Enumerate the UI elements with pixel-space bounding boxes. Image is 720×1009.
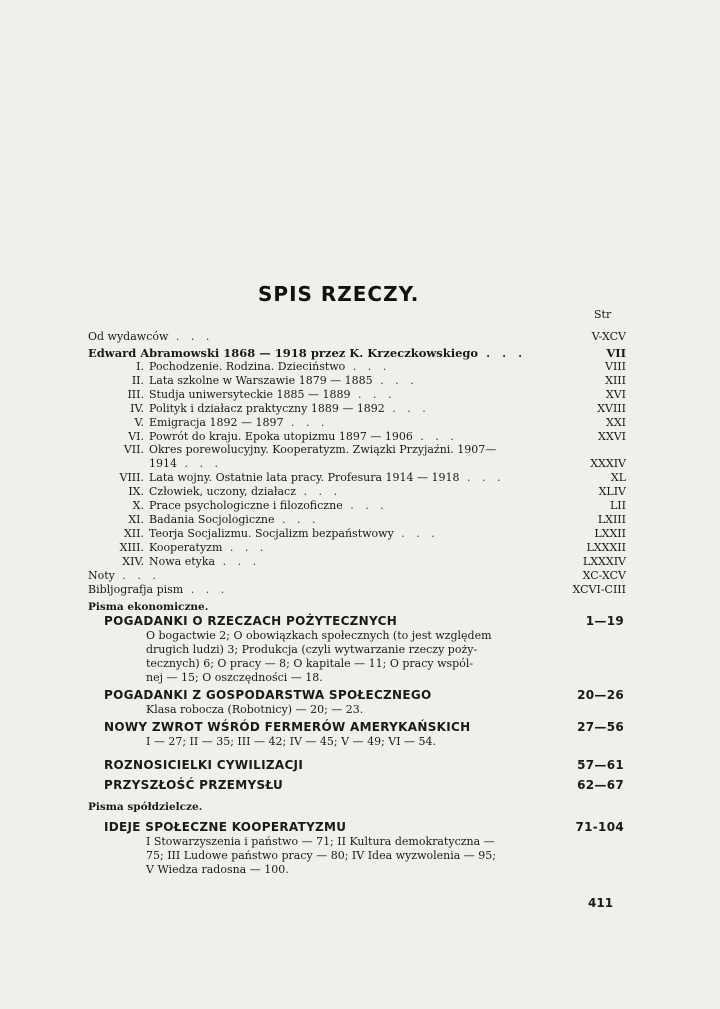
work-title: POGADANKI Z GOSPODARSTWA SPOŁECZNEGO <box>104 688 432 702</box>
entry-title: Studja uniwersyteckie 1885 — 1889 <box>149 388 351 401</box>
work-page: 71-104 <box>575 820 624 834</box>
work-page: 62—67 <box>577 778 624 792</box>
chapter-number: XII. <box>123 527 144 540</box>
work-page: 27—56 <box>577 720 624 734</box>
work-page: 57—61 <box>577 758 624 772</box>
page-title: SPIS RZECZY. <box>258 282 420 306</box>
dot-leader: . . . <box>274 513 320 526</box>
entry-page: VII <box>606 346 626 360</box>
dot-leader: . . . <box>478 346 527 360</box>
toc-row <box>88 443 626 457</box>
toc-row <box>88 527 626 541</box>
toc-row <box>88 416 626 430</box>
toc-row <box>88 330 626 344</box>
toc-row <box>88 600 626 614</box>
chapter-number: XIII. <box>119 541 144 554</box>
entry-page: XXVI <box>598 430 626 443</box>
contents-line: O bogactwie 2; O obowiązkach społecznych (to jest względem <box>146 629 492 642</box>
entry-page: LXXXIV <box>582 555 626 568</box>
chapter-number: III. <box>127 388 144 401</box>
entry-title: Powrót do kraju. Epoka utopizmu 1897 — 1906 <box>149 430 413 443</box>
toc-row <box>88 457 626 471</box>
work-contents <box>146 703 566 717</box>
chapter-number: IX. <box>128 485 144 498</box>
dot-leader: . . . <box>183 583 229 596</box>
contents-line: V Wiedza radosna — 100. <box>146 863 289 876</box>
entry-title: Polityk i działacz praktyczny 1889 — 1892 <box>149 402 385 415</box>
toc-row <box>88 499 626 513</box>
chapter-number: X. <box>132 499 144 512</box>
entry-title: Od wydawców <box>88 330 169 343</box>
entry-title: Prace psychologiczne i filozoficzne <box>149 499 343 512</box>
page-number: 411 <box>588 896 614 910</box>
work-contents <box>146 735 566 749</box>
work-title: POGADANKI O RZECZACH POŻYTECZNYCH <box>104 614 398 628</box>
toc-row <box>88 513 626 527</box>
section-heading: Pisma spółdzielcze. <box>88 801 203 813</box>
entry-page: VIII <box>605 360 626 373</box>
work-contents <box>146 629 566 685</box>
toc-row <box>88 402 626 416</box>
entry-page: LXXXII <box>586 541 626 554</box>
toc-row <box>104 688 624 702</box>
entry-page: LXXII <box>594 527 626 540</box>
work-title: PRZYSZŁOŚĆ PRZEMYSŁU <box>104 778 284 792</box>
entry-page: XLIV <box>598 485 626 498</box>
entry-page: LXIII <box>597 513 626 526</box>
contents-line: I — 27; II — 35; III — 42; IV — 45; V — 49; VI — 54. <box>146 735 437 748</box>
entry-title: Nowa etyka <box>149 555 216 568</box>
toc-row <box>88 569 626 583</box>
dot-leader: . . . <box>393 527 439 540</box>
toc-row <box>104 614 624 628</box>
contents-line: tecznych) 6; O pracy — 8; O kapitale — 11; O pracy wspól- <box>146 657 474 670</box>
chapter-number: VIII. <box>119 471 144 484</box>
toc-row <box>104 758 624 772</box>
entry-title: Kooperatyzm <box>149 541 223 554</box>
entry-title: Teorja Socjalizmu. Socjalizm bezpaństwowy <box>149 527 394 540</box>
work-title: ROZNOSICIELKI CYWILIZACJI <box>104 758 304 772</box>
entry-title: 1914 <box>149 457 177 470</box>
work-page: 20—26 <box>577 688 624 702</box>
toc-row <box>88 346 626 360</box>
work-page: 1—19 <box>585 614 624 628</box>
entry-page: XIII <box>605 374 626 387</box>
chapter-number: XIV. <box>122 555 144 568</box>
entry-title: Okres porewolucyjny. Kooperatyzm. Związki Przyjaźni. 1907— <box>149 443 497 456</box>
entry-title: Bibljografja pism <box>88 583 184 596</box>
entry-page: LII <box>610 499 626 512</box>
chapter-number: I. <box>136 360 144 373</box>
section-heading: Pisma ekonomiczne. <box>88 601 209 613</box>
toc-row <box>88 360 626 374</box>
dot-leader: . . . <box>384 402 430 415</box>
entry-page: XXXIV <box>590 457 626 470</box>
toc-row <box>88 555 626 569</box>
entry-title: Lata szkolne w Warszawie 1879 — 1885 <box>149 374 373 387</box>
dot-leader: . . . <box>459 471 505 484</box>
toc-row <box>88 388 626 402</box>
contents-line: Klasa robocza (Robotnicy) — 20; — 23. <box>146 703 364 716</box>
entry-page: XXI <box>605 416 626 429</box>
chapter-number: VII. <box>123 443 144 456</box>
chapter-number: II. <box>131 374 144 387</box>
work-title: IDEJE SPOŁECZNE KOOPERATYZMU <box>104 820 347 834</box>
work-contents <box>146 835 566 877</box>
chapter-number: V. <box>134 416 144 429</box>
toc-row <box>88 471 626 485</box>
dot-leader: . . . <box>114 569 160 582</box>
dot-leader: . . . <box>296 485 341 498</box>
entry-page: XCVI-CIII <box>572 583 626 596</box>
chapter-number: XI. <box>128 513 144 526</box>
entry-page: XVI <box>605 388 626 401</box>
entry-title: Edward Abramowski 1868 — 1918 przez K. Krzeczkowskiego <box>88 346 479 360</box>
toc-row <box>104 778 624 792</box>
toc-row <box>104 820 624 834</box>
chapter-number: VI. <box>128 430 144 443</box>
dot-leader: . . . <box>345 360 391 373</box>
dot-leader: . . . <box>350 388 396 401</box>
contents-line: I Stowarzyszenia i państwo — 71; II Kultura demokratyczna — <box>146 835 495 848</box>
dot-leader: . . . <box>342 499 388 512</box>
entry-page: XVIII <box>597 402 626 415</box>
dot-leader: . . . <box>215 555 261 568</box>
dot-leader: . . . <box>168 330 214 343</box>
work-title: NOWY ZWROT WŚRÓD FERMERÓW AMERYKAŃSKICH <box>104 720 471 734</box>
dot-leader: . . . <box>372 374 418 387</box>
entry-title: Człowiek, uczony, działacz <box>149 485 296 498</box>
toc-row <box>88 485 626 499</box>
dot-leader: . . . <box>177 457 222 470</box>
page-column-header: Str <box>594 308 612 321</box>
toc-row <box>88 800 626 814</box>
toc-row <box>88 374 626 388</box>
contents-line: 75; III Ludowe państwo pracy — 80; IV Idea wyzwolenia — 95; <box>146 849 497 862</box>
entry-title: Noty <box>88 569 115 582</box>
entry-page: V-XCV <box>591 330 626 343</box>
dot-leader: . . . <box>222 541 268 554</box>
toc-row <box>104 720 624 734</box>
chapter-number: IV. <box>130 402 144 415</box>
toc-row <box>88 583 626 597</box>
entry-title: Badania Socjologiczne <box>149 513 275 526</box>
contents-line: drugich ludzi) 3; Produkcja (czyli wytwarzanie rzeczy poży- <box>146 643 478 656</box>
entry-page: XL <box>610 471 626 484</box>
entry-title: Emigracja 1892 — 1897 <box>149 416 284 429</box>
toc-row <box>88 541 626 555</box>
entry-page: XC-XCV <box>582 569 626 582</box>
toc-row <box>88 430 626 444</box>
entry-title: Pochodzenie. Rodzina. Dzieciństwo <box>149 360 346 373</box>
entry-title: Lata wojny. Ostatnie lata pracy. Profesura 1914 — 1918 <box>149 471 460 484</box>
contents-line: nej — 15; O oszczędności — 18. <box>146 671 323 684</box>
dot-leader: . . . <box>412 430 458 443</box>
dot-leader: . . . <box>283 416 329 429</box>
